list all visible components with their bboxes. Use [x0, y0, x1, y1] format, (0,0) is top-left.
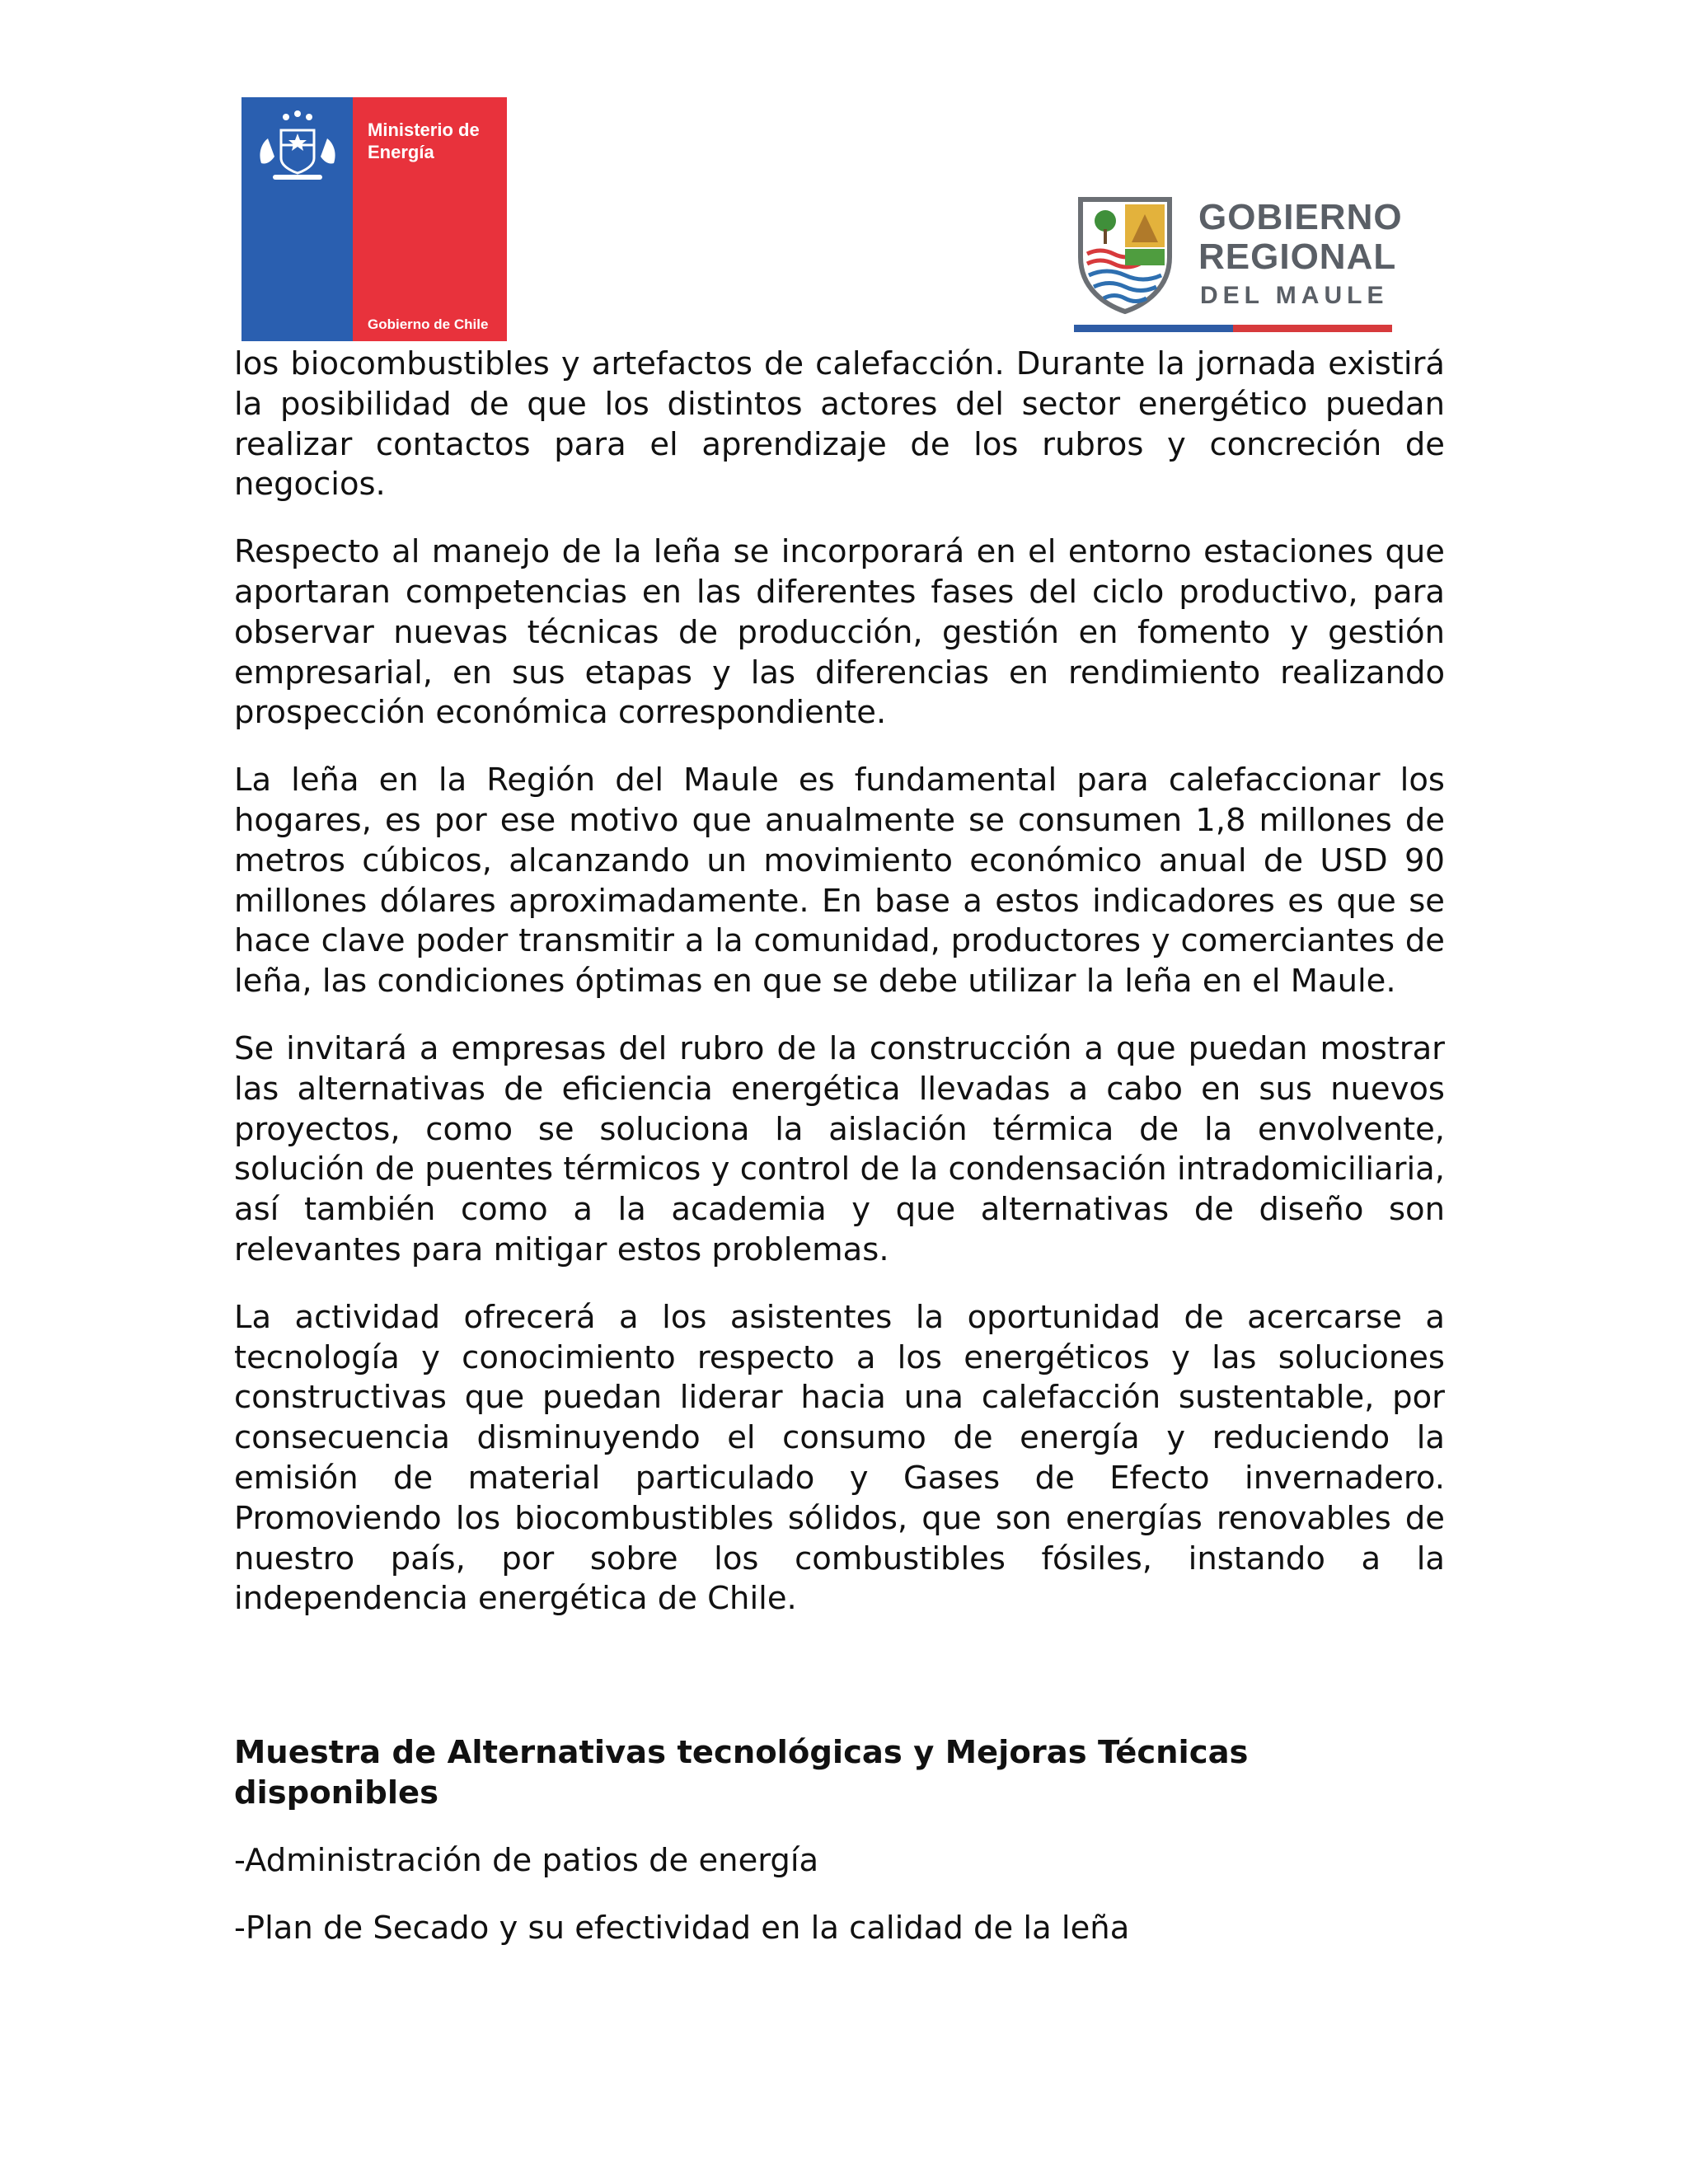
government-label: Gobierno de Chile — [368, 316, 489, 332]
gore-title-line1: GOBIERNO — [1198, 197, 1403, 237]
ministerio-energia-logo — [241, 97, 507, 341]
chile-coat-of-arms-icon — [251, 105, 344, 188]
document-body — [234, 344, 1445, 1975]
logo-red-panel — [353, 97, 507, 341]
ministry-name: Ministerio de Energía — [368, 120, 480, 162]
body-paragraph: La leña en la Región del Maule es fundamental para calefaccionar los hogares, es por ese motivo que anualmente se consumen 1,8 millones de metros cúbicos, alcanzando un movimiento económico anual de USD 90 millones dólares aproximadamente. En base a estos indicadores es que se hace clave poder transmitir a la comunidad, productores y comerciantes de leña, las condiciones óptimas en que se debe utilizar la leña en el Maule. — [234, 762, 1445, 1001]
section-heading: Muestra de Alternativas tecnológicas y Mejoras Técnicas disponibles — [234, 1734, 1249, 1811]
body-paragraph: los biocombustibles y artefactos de calefacción. Durante la jornada existirá la posibilidad de que los distintos actores del sector energético puedan realizar contactos para el aprendizaje de los rubros y concreción de negocios. — [234, 345, 1445, 504]
body-paragraph: Se invitará a empresas del rubro de la construcción a que puedan mostrar las alternativas de eficiencia energética llevadas a cabo en sus nuevos proyectos, como se soluciona la aislación térmica de la envolvente, solución de puentes térmicos y control de la condensación intradomiciliaria, así también como a la academia y que alternativas de diseño son relevantes para mitigar estos problemas. — [234, 1029, 1445, 1268]
list-item: -Plan de Secado y su efectividad en la calidad de la leña — [234, 1909, 1130, 1947]
gore-title-line2: REGIONAL — [1198, 237, 1397, 277]
gobierno-regional-logo — [1074, 190, 1403, 338]
logo-blue-panel — [241, 97, 353, 341]
gore-flag-bar — [1074, 325, 1392, 332]
gore-title-line3: DEL MAULE — [1200, 282, 1389, 309]
list-item: -Administración de patios de energía — [234, 1841, 819, 1879]
regional-shield-icon — [1074, 193, 1176, 315]
body-paragraph: La actividad ofrecerá a los asistentes la oportunidad de acercarse a tecnología y conocimiento respecto a los energéticos y las soluciones constructivas que puedan liderar hacia una calefacción sustentable, por consecuencia disminuyendo el consumo de energía y reduciendo la emisión de material particulado y Gases de Efecto invernadero. Promoviendo los biocombustibles sólidos, que son energías renovables de nuestro país, por sobre los combustibles fósiles, instando a la independencia energética de Chile. — [234, 1298, 1445, 1618]
body-paragraph: Respecto al manejo de la leña se incorporará en el entorno estaciones que aportaran competencias en las diferentes fases del ciclo productivo, para observar nuevas técnicas de producción, gestión en fomento y gestión empresarial, en sus etapas y las diferencias en rendimiento realizando prospección económica correspondiente. — [234, 533, 1445, 732]
